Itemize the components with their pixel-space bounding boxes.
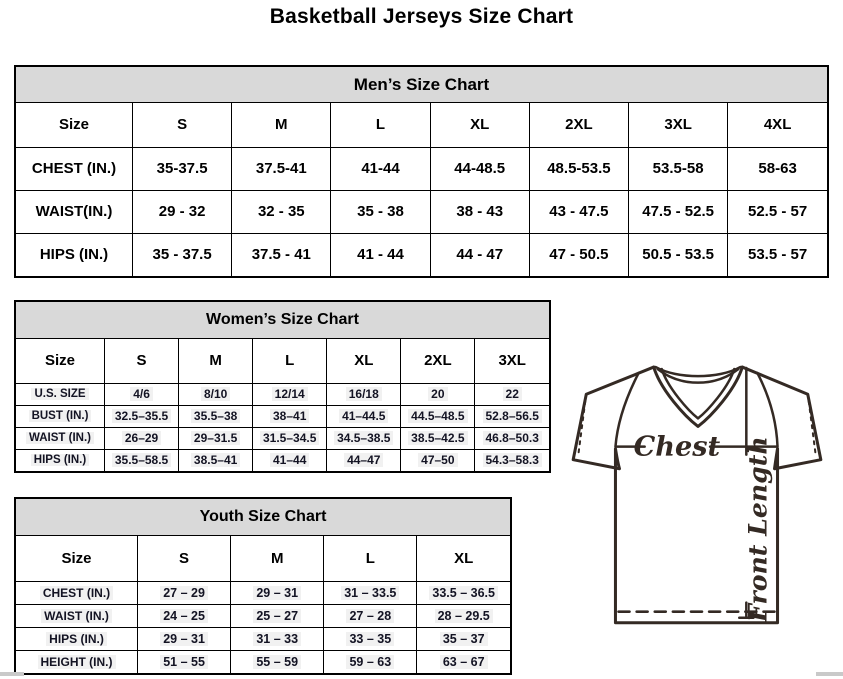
size-value-cell [253,427,327,449]
screen-artifact-right [816,672,843,676]
size-value-cell [105,405,179,427]
size-value-cell [105,449,179,471]
cell-text: 29 – 31 [160,632,208,646]
cell-text: 63 – 67 [440,655,488,669]
measurement-row [16,650,510,673]
cell-text: 28 – 29.5 [435,609,493,623]
size-value-cell: 37.5 - 41 [232,233,331,276]
column-header-cell: S [105,339,179,383]
column-header-cell: 2XL [401,339,475,383]
cell-text: 26–29 [122,431,161,445]
size-value-cell [231,604,324,627]
size-value-cell: 41 - 44 [331,233,430,276]
mens-size-table [14,65,829,278]
size-value-cell [417,627,510,650]
page-title: Basketball Jerseys Size Chart [269,5,574,28]
cell-text: WAIST (IN.) [41,609,112,623]
cell-text: 31.5–34.5 [260,431,319,445]
size-value-cell [401,383,475,405]
size-value-cell [401,405,475,427]
right-armhole-seam [757,373,777,446]
cell-text: 33 – 35 [346,632,394,646]
cell-text: 27 – 29 [160,586,208,600]
column-header-cell: M [231,536,324,581]
cell-text: 33.5 – 36.5 [429,586,498,600]
cell-text: 55 – 59 [253,655,301,669]
size-value-cell: 38 - 43 [430,190,529,233]
size-value-cell [327,405,401,427]
column-header-cell: XL [430,103,529,147]
cell-text: 44.5–48.5 [408,409,467,423]
size-value-cell [179,383,253,405]
size-value-cell [475,427,549,449]
size-value-cell: 43 - 47.5 [529,190,628,233]
chest-label: Chest [633,430,721,463]
cell-text: HIPS (IN.) [31,454,89,466]
cell-text: 4/6 [130,387,153,401]
measurement-row [16,147,827,190]
row-label-cell [16,604,138,627]
cell-text: 41–44 [270,453,309,467]
cell-text: 27 – 28 [346,609,394,623]
womens-size-table [14,300,551,473]
size-value-cell [417,581,510,604]
cell-text: 47–50 [418,453,457,467]
size-value-cell: 41-44 [331,147,430,190]
size-value-cell [231,581,324,604]
cell-text: 22 [503,387,522,401]
cell-text: 35 – 37 [440,632,488,646]
jersey-outline [573,367,821,623]
youth-table-title: Youth Size Chart [16,499,510,536]
column-header-cell: S [138,536,231,581]
row-label-cell [16,650,138,673]
measurement-row [16,405,549,427]
measurement-row [16,581,510,604]
size-value-cell [401,449,475,471]
size-header-cell: Size [16,339,105,383]
front-length-label: Front Length [742,436,773,622]
mens-table-grid [16,103,827,276]
column-header-cell: 4XL [728,103,827,147]
column-header-cell: XL [327,339,401,383]
youth-size-table [14,497,512,675]
cell-text: WAIST (IN.) [26,432,94,444]
size-value-cell [231,650,324,673]
size-value-cell [324,627,417,650]
size-value-cell [138,581,231,604]
cell-text: HIPS (IN.) [46,632,107,646]
cell-text: 52.8–56.5 [483,409,542,423]
header-row [16,339,549,383]
jersey-measurement-diagram [556,358,838,660]
measurement-row [16,383,549,405]
size-value-cell [253,383,327,405]
cell-text: 31 – 33.5 [341,586,399,600]
size-value-cell: 37.5-41 [232,147,331,190]
youth-table-grid [16,536,510,673]
row-label-cell [16,405,105,427]
cell-text: U.S. SIZE [31,388,88,400]
column-header-cell: M [179,339,253,383]
screen-artifact-left [0,672,24,676]
mens-table-title: Men’s Size Chart [16,67,827,103]
row-label-cell: HIPS (IN.) [16,233,133,276]
cell-text: 41–44.5 [339,409,388,423]
row-label-cell: CHEST (IN.) [16,147,133,190]
size-value-cell [417,604,510,627]
size-value-cell [105,427,179,449]
size-value-cell: 35 - 38 [331,190,430,233]
cell-text: CHEST (IN.) [40,586,113,600]
header-row [16,536,510,581]
cell-text: 16/18 [346,387,382,401]
cell-text: 34.5–38.5 [334,431,393,445]
size-value-cell: 44 - 47 [430,233,529,276]
size-value-cell [138,650,231,673]
size-value-cell [179,427,253,449]
cell-text: 32.5–35.5 [112,409,171,423]
row-label-cell [16,581,138,604]
size-header-cell: Size [16,536,138,581]
size-value-cell [327,383,401,405]
size-header-cell: Size [16,103,133,147]
cell-text: 8/10 [201,387,230,401]
size-value-cell [253,449,327,471]
size-value-cell: 47.5 - 52.5 [629,190,728,233]
size-value-cell: 35-37.5 [133,147,232,190]
cell-text: 59 – 63 [346,655,394,669]
size-value-cell: 58-63 [728,147,827,190]
size-value-cell [324,604,417,627]
cell-text: 38–41 [270,409,309,423]
size-value-cell [179,449,253,471]
size-value-cell [401,427,475,449]
cell-text: 24 – 25 [160,609,208,623]
size-value-cell [417,650,510,673]
row-label-cell [16,627,138,650]
size-value-cell [253,405,327,427]
cell-text: 20 [428,387,447,401]
cell-text: HEIGHT (IN.) [38,655,116,669]
measurement-row [16,604,510,627]
row-label-cell [16,449,105,471]
size-value-cell: 47 - 50.5 [529,233,628,276]
measurement-row [16,427,549,449]
row-label-cell: WAIST(IN.) [16,190,133,233]
column-header-cell: 3XL [629,103,728,147]
size-value-cell [231,627,324,650]
size-value-cell [475,383,549,405]
measurement-row [16,233,827,276]
column-header-cell: L [324,536,417,581]
cell-text: 44–47 [344,453,383,467]
column-header-cell: 2XL [529,103,628,147]
cell-text: 46.8–50.3 [483,431,542,445]
measurement-row [16,449,549,471]
size-value-cell [324,581,417,604]
size-value-cell [179,405,253,427]
size-value-cell: 29 - 32 [133,190,232,233]
size-value-cell: 32 - 35 [232,190,331,233]
column-header-cell: 3XL [475,339,549,383]
size-value-cell: 50.5 - 53.5 [629,233,728,276]
size-value-cell [327,449,401,471]
column-header-cell: XL [417,536,510,581]
size-value-cell: 53.5-58 [629,147,728,190]
size-value-cell [327,427,401,449]
cell-text: 38.5–41 [191,453,240,467]
measurement-row [16,190,827,233]
cell-text: 54.3–58.3 [483,453,542,467]
column-header-cell: L [331,103,430,147]
column-header-cell: S [133,103,232,147]
cell-text: 29–31.5 [191,431,240,445]
size-value-cell [324,650,417,673]
row-label-cell [16,427,105,449]
cell-text: 12/14 [272,387,308,401]
cell-text: 29 – 31 [253,586,301,600]
size-value-cell [475,449,549,471]
cell-text: 35.5–38 [191,409,240,423]
cell-text: 35.5–58.5 [112,453,171,467]
header-row [16,103,827,147]
size-value-cell [475,405,549,427]
size-value-cell: 35 - 37.5 [133,233,232,276]
cell-text: 38.5–42.5 [408,431,467,445]
row-label-cell [16,383,105,405]
cell-text: 31 – 33 [253,632,301,646]
size-value-cell [138,604,231,627]
womens-table-title: Women’s Size Chart [16,302,549,339]
womens-table-grid [16,339,549,471]
column-header-cell: M [232,103,331,147]
measurement-row [16,627,510,650]
cell-text: 51 – 55 [160,655,208,669]
size-value-cell [105,383,179,405]
cell-text: BUST (IN.) [29,410,92,422]
cell-text: 25 – 27 [253,609,301,623]
size-value-cell: 48.5-53.5 [529,147,628,190]
size-value-cell: 53.5 - 57 [728,233,827,276]
column-header-cell: L [253,339,327,383]
size-value-cell [138,627,231,650]
size-value-cell: 52.5 - 57 [728,190,827,233]
size-value-cell: 44-48.5 [430,147,529,190]
